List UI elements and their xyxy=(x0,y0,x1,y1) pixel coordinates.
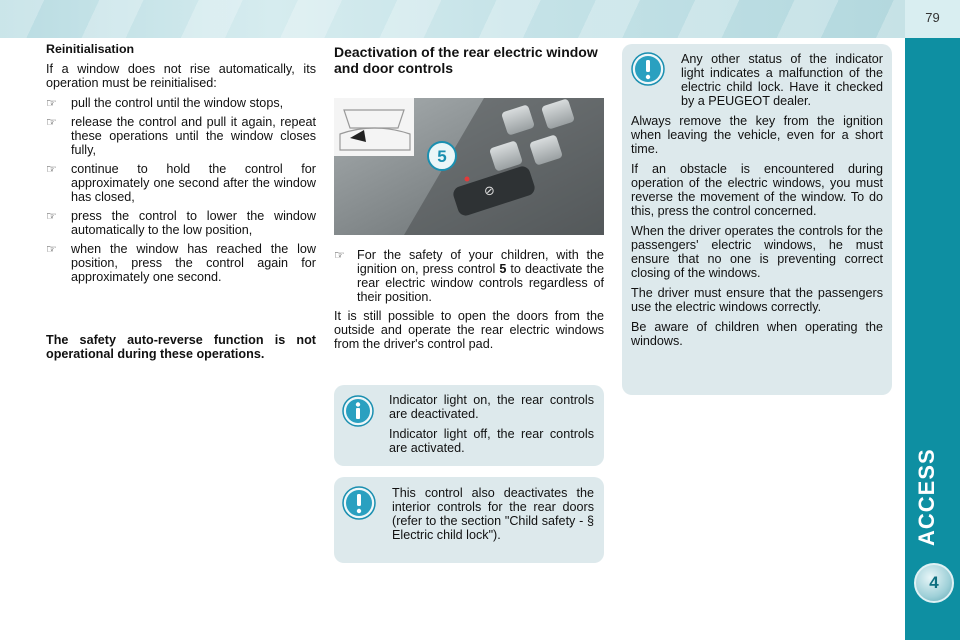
photo-callout-label: 5 xyxy=(437,147,447,166)
reinitialisation-intro: If a window does not rise automatically, its operation must be reinitialised: xyxy=(46,62,316,90)
doors-paragraph: It is still possible to open the doors from the outside and operate the rear electric windows from the driver's control pad. xyxy=(334,309,604,351)
info-box xyxy=(334,385,604,466)
section-label: ACCESS xyxy=(914,448,939,546)
safety-note: The safety auto-reverse function is not operational during these operations. xyxy=(46,333,316,361)
list-item: ☞ press the control to lower the window automatically to the low position, xyxy=(46,209,316,237)
passengers-use-text: The driver must ensure that the passengers use the electric windows correctly. xyxy=(631,286,883,314)
control-panel-illustration xyxy=(334,98,604,235)
warning-box-child-lock xyxy=(622,44,892,395)
reinitialisation-heading: Reinitialisation xyxy=(46,42,135,56)
children-text: Be aware of children when operating the windows. xyxy=(631,320,883,348)
warning-box-interior-controls xyxy=(334,477,604,563)
indicator-on-text: Indicator light on, the rear controls are deactivated. xyxy=(389,393,594,421)
pointing-finger-icon: ☞ xyxy=(334,248,345,262)
deactivation-body xyxy=(334,248,604,357)
malfunction-text: Any other status of the indicator light indicates a malfunction of the electric child lock. Have it checked by a PEUGEOT dealer. xyxy=(681,52,883,108)
interior-controls-text: This control also deactivates the interior controls for the rear doors (refer to the section "Child safety - § Electric child lock"). xyxy=(392,486,594,542)
list-item: ☞ pull the control until the window stops, xyxy=(46,96,284,110)
list-item: ☞ continue to hold the control for approximately one second after the window has closed, xyxy=(46,162,316,204)
pointing-finger-icon: ☞ xyxy=(46,242,57,256)
remove-key-text: Always remove the key from the ignition when leaving the vehicle, even for a short time. xyxy=(631,114,883,156)
window-control-photo xyxy=(334,98,604,235)
pointing-finger-icon: ☞ xyxy=(46,162,57,176)
page-number: 79 xyxy=(925,10,940,25)
reinitialisation-steps xyxy=(46,96,316,284)
list-item: ☞ For the safety of your children, with the ignition on, press control 5 to deactivate the rear electric window controls regardless of their position. xyxy=(334,248,604,304)
deactivation-title: Deactivation of the rear electric window and door controls xyxy=(334,44,598,76)
info-icon xyxy=(342,395,374,427)
section-tab xyxy=(910,450,954,550)
warning-icon xyxy=(631,52,665,86)
pointing-finger-icon: ☞ xyxy=(46,115,57,129)
list-item: ☞ when the window has reached the low position, press the control again for approximately one second. xyxy=(46,242,316,284)
pointing-finger-icon: ☞ xyxy=(46,96,57,110)
chapter-badge: 4 xyxy=(914,563,954,603)
indicator-off-text: Indicator light off, the rear controls are activated. xyxy=(389,427,594,455)
pointing-finger-icon: ☞ xyxy=(46,209,57,223)
warning-icon xyxy=(342,486,376,520)
list-item: ☞ release the control and pull it again, repeat these operations until the window closes fully, xyxy=(46,115,316,157)
svg-text:⊘: ⊘ xyxy=(484,184,495,199)
driver-controls-text: When the driver operates the controls for the passengers' electric windows, he must ensure that no one is preventing correct closing of the windows. xyxy=(631,224,883,280)
header-band xyxy=(0,0,905,38)
reinitialisation-section xyxy=(46,42,316,289)
obstacle-text: If an obstacle is encountered during operation of the electric windows, you must reverse the movement of the window. To do this, press the control concerned. xyxy=(631,162,883,218)
